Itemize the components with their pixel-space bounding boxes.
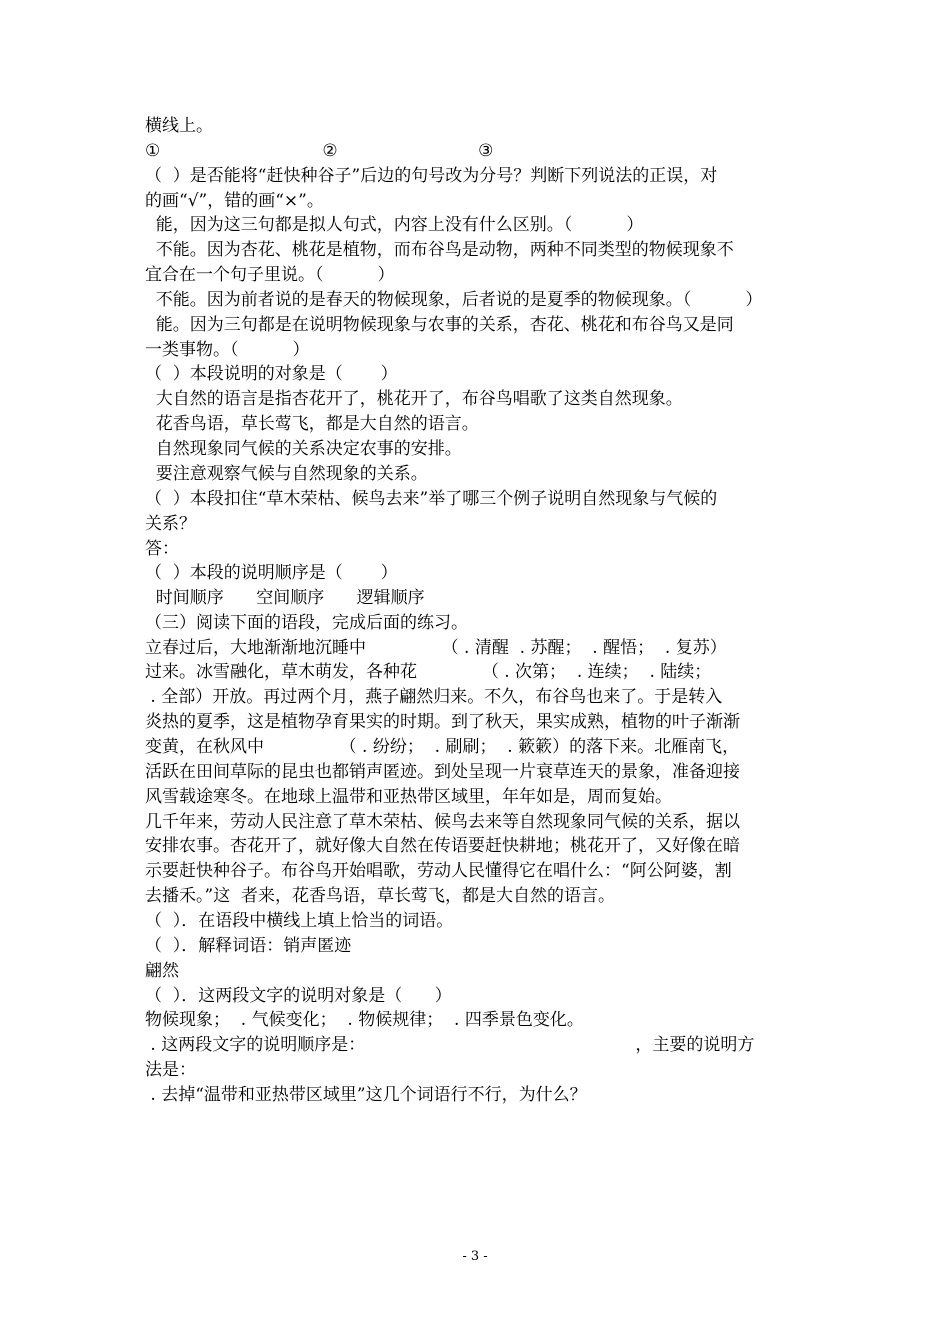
text-line: ① ② ③ [145,141,494,161]
text-line: 关系？ [145,514,196,534]
text-line: 宜合在一个句子里说。（ ） [145,265,395,285]
text-line: . 这两段文字的说明顺序是： ，主要的说明方 [145,1035,755,1055]
text-line: 翩然 [145,961,179,981]
text-line: （ ）本段扣住“草木荣枯、候鸟去来”举了哪三个例子说明自然现象与气候的 [145,489,718,509]
text-line: （ ）本段说明的对象是（ ） [145,364,398,384]
text-line: . 全部）开放。再过两个月，燕子翩然归来。不久，布谷鸟也来了。于是转入 [145,687,723,707]
text-line: 立春过后，大地渐渐地沉睡中 （ . 清醒 . 苏醒； . 醒悟； . 复苏） [145,638,727,658]
text-line: 横线上。 [145,116,213,136]
text-line: 炎热的夏季，这是植物孕育果实的时期。到了秋天，果实成熟，植物的叶子渐渐 [145,712,740,732]
text-line: 过来。冰雪融化，草木萌发，各种花 （ . 次第； . 连续； . 陆续； [145,662,712,682]
text-line: 不能。因为杏花、桃花是植物，而布谷鸟是动物，两种不同类型的物候现象不 [145,240,734,260]
text-line: 大自然的语言是指杏花开了，桃花开了，布谷鸟唱歌了这类自然现象。 [145,389,683,409]
text-line: （ ）．解释词语：销声匿迹 [145,936,352,956]
text-line: 自然现象同气候的关系决定农事的安排。 [145,439,462,459]
text-line: （ ）．这两段文字的说明对象是（ ） [145,986,452,1006]
text-line: . 去掉“温带和亚热带区域里”这几个词语行不行，为什么？ [145,1085,587,1105]
text-line: 的画“√”，错的画“×”。 [145,191,324,211]
text-line: 花香鸟语，草长莺飞，都是大自然的语言。 [145,414,479,434]
text-line: 变黄，在秋风中 （ . 纷纷； . 刷刷； . 簌簌）的落下来。北雁南飞， [145,737,740,757]
text-line: 去播禾。”这 者来，花香鸟语，草长莺飞，都是大自然的语言。 [145,886,615,906]
text-line: 一类事物。（ ） [145,340,310,360]
text-line: 不能。因为前者说的是春天的物候现象，后者说的是夏季的物候现象。（ ） [145,290,763,310]
text-line: 安排农事。杏花开了，就好像大自然在传语要赶快耕地；桃花开了，又好像在暗 [145,836,740,856]
text-line: 风雪载途寒冬。在地球上温带和亚热带区域里，年年如是，周而复始。 [145,787,672,807]
text-line: 示要赶快种谷子。布谷鸟开始唱歌，劳动人民懂得它在唱什么：“阿公阿婆，割 [145,861,732,881]
text-line: （ ）本段的说明顺序是（ ） [145,563,398,583]
text-line: 法是： [145,1060,196,1080]
text-line: 几千年来，劳动人民注意了草木荣枯、候鸟去来等自然现象同气候的关系，据以 [145,812,740,832]
text-line: 活跃在田间草际的昆虫也都销声匿迹。到处呈现一片衰草连天的景象，准备迎接 [145,762,740,782]
page-number: - 3 - [462,1249,488,1264]
text-line: 要注意观察气候与自然现象的关系。 [145,464,428,484]
text-line: 物候现象； . 气候变化； . 物候规律； . 四季景色变化。 [145,1010,584,1030]
text-line: 能。因为三句都是在说明物候现象与农事的关系，杏花、桃花和布谷鸟又是同 [145,315,734,335]
text-line: 时间顺序 空间顺序 逻辑顺序 [145,588,425,608]
section-heading: （三）阅读下面的语段，完成后面的练习。 [145,613,468,633]
text-line: （ ）．在语段中横线上填上恰当的词语。 [145,911,454,931]
text-line: 能，因为这三句都是拟人句式，内容上没有什么区别。（ ） [145,215,644,235]
text-line: （ ）是否能将“赶快种谷子”后边的句号改为分号？判断下列说法的正误，对 [145,166,718,186]
text-line: 答： [145,539,179,559]
